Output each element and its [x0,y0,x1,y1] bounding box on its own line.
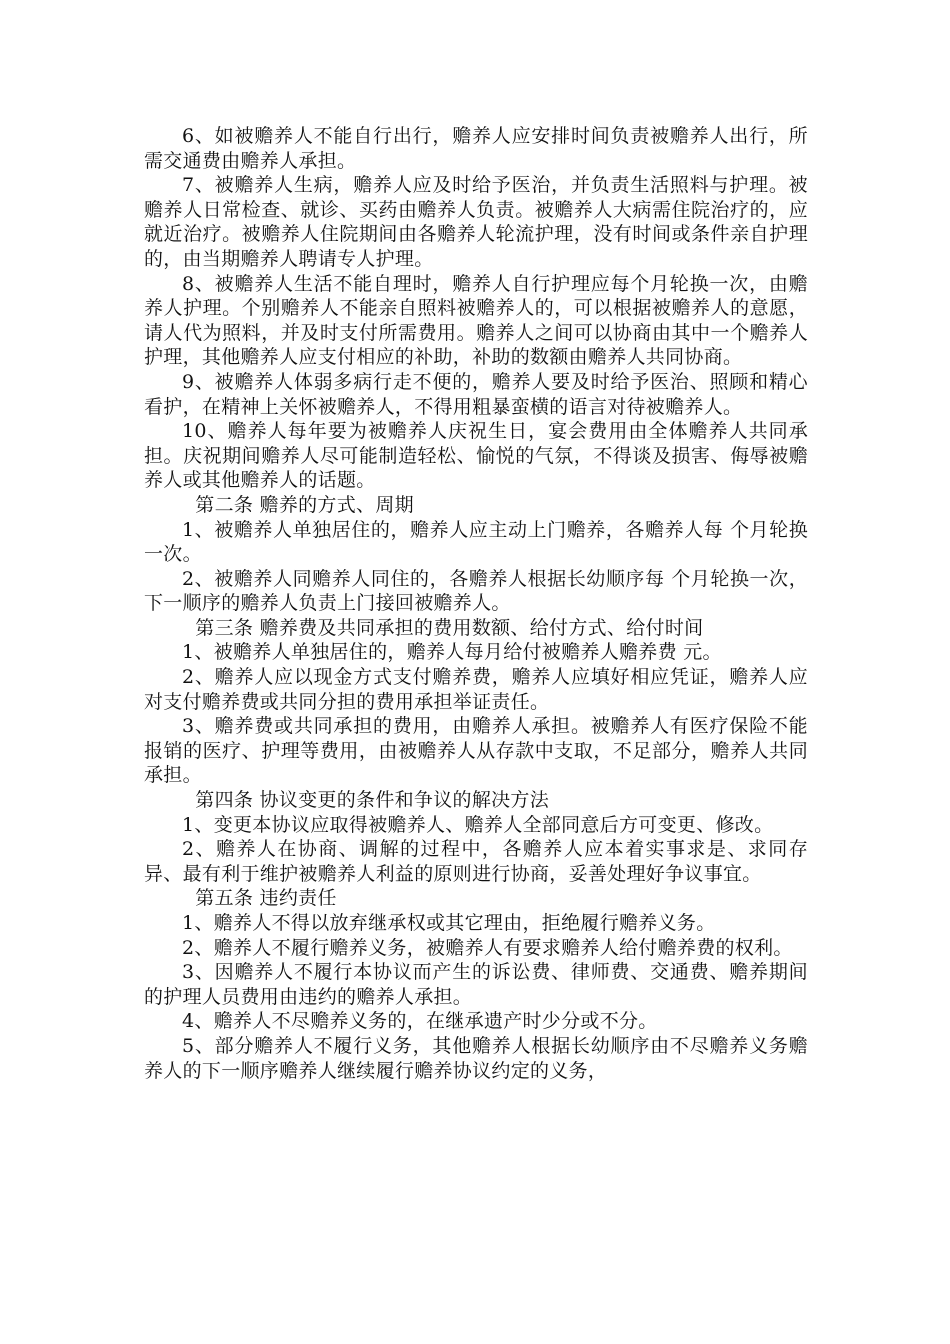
article-4-heading: 第四条 协议变更的条件和争议的解决方法 [195,789,550,812]
clause-7-illness-care: 7、被赡养人生病，赡养人应及时给予医治，并负责生活照料与护理。被赡养人日常检查、就诊、买药由赡养人负责。被赡养人大病需住院治疗的，应就近治疗。被赡养人住院期间由各赡养人轮流护理，没有时间或条件亲自护理的，由当期赡养人聘请专人护理。 [144,174,808,270]
clause-10-birthday: 10、赡养人每年要为被赡养人庆祝生日，宴会费用由全体赡养人共同承担。庆祝期间赡养人尽可能制造轻松、愉悦的气氛，不得谈及损害、侮辱被赡养人或其他赡养人的话题。 [144,420,808,492]
article-4-item-1: 1、变更本协议应取得被赡养人、赡养人全部同意后方可变更、修改。 [182,813,774,836]
article-3-item-2: 2、赡养人应以现金方式支付赡养费，赡养人应填好相应凭证，赡养人应对支付赡养费或共同分担的费用承担举证责任。 [144,666,808,713]
article-3-heading: 第三条 赡养费及共同承担的费用数额、给付方式、给付时间 [195,616,704,639]
article-5-item-4: 4、赡养人不尽赡养义务的，在继承遗产时少分或不分。 [182,1010,658,1033]
article-2-item-1: 1、被赡养人单独居住的，赡养人应主动上门赡养，各赡养人每 个月轮换一次。 [144,518,808,566]
article-5-heading: 第五条 违约责任 [195,887,337,910]
article-5-item-3: 3、因赡养人不履行本协议而产生的诉讼费、律师费、交通费、赡养期间的护理人员费用由违约的赡养人承担。 [144,961,808,1008]
article-3-item-3: 3、赡养费或共同承担的费用，由赡养人承担。被赡养人有医疗保险不能报销的医疗、护理等费用，由被赡养人从存款中支取，不足部分，赡养人共同承担。 [144,715,808,787]
article-5-item-2: 2、赡养人不履行赡养义务，被赡养人有要求赡养人给付赡养费的权利。 [182,936,793,959]
document-page [144,124,808,1083]
clause-8-nursing: 8、被赡养人生活不能自理时，赡养人自行护理应每个月轮换一次，由赡养人护理。个别赡养人不能亲自照料被赡养人的，可以根据被赡养人的意愿，请人代为照料，并及时支付所需费用。赡养人之间可以协商由其中一个赡养人护理，其他赡养人应支付相应的补助，补助的数额由赡养人共同协商。 [144,272,808,369]
article-5-item-5: 5、部分赡养人不履行义务，其他赡养人根据长幼顺序由不尽赡养义务赡养人的下一顺序赡养人继续履行赡养协议约定的义务， [144,1034,808,1082]
article-2-heading: 第二条 赡养的方式、周期 [195,493,414,516]
article-4-item-2: 2、赡养人在协商、调解的过程中，各赡养人应本着实事求是、求同存异、最有利于维护被赡养人利益的原则进行协商，妥善处理好争议事宜。 [144,838,808,885]
clause-9-frail-care: 9、被赡养人体弱多病行走不便的，赡养人要及时给予医治、照顾和精心看护，在精神上关怀被赡养人，不得用粗暴蛮横的语言对待被赡养人。 [144,370,808,418]
article-3-item-1: 1、被赡养人单独居住的，赡养人每月给付被赡养人赡养费 元。 [182,641,722,664]
article-5-item-1: 1、赡养人不得以放弃继承权或其它理由，拒绝履行赡养义务。 [182,912,716,934]
clause-6-travel: 6、如被赡养人不能自行出行，赡养人应安排时间负责被赡养人出行，所需交通费由赡养人承担。 [144,125,808,172]
article-2-item-2: 2、被赡养人同赡养人同住的，各赡养人根据长幼顺序每 个月轮换一次，下一顺序的赡养人负责上门接回被赡养人。 [144,567,808,615]
